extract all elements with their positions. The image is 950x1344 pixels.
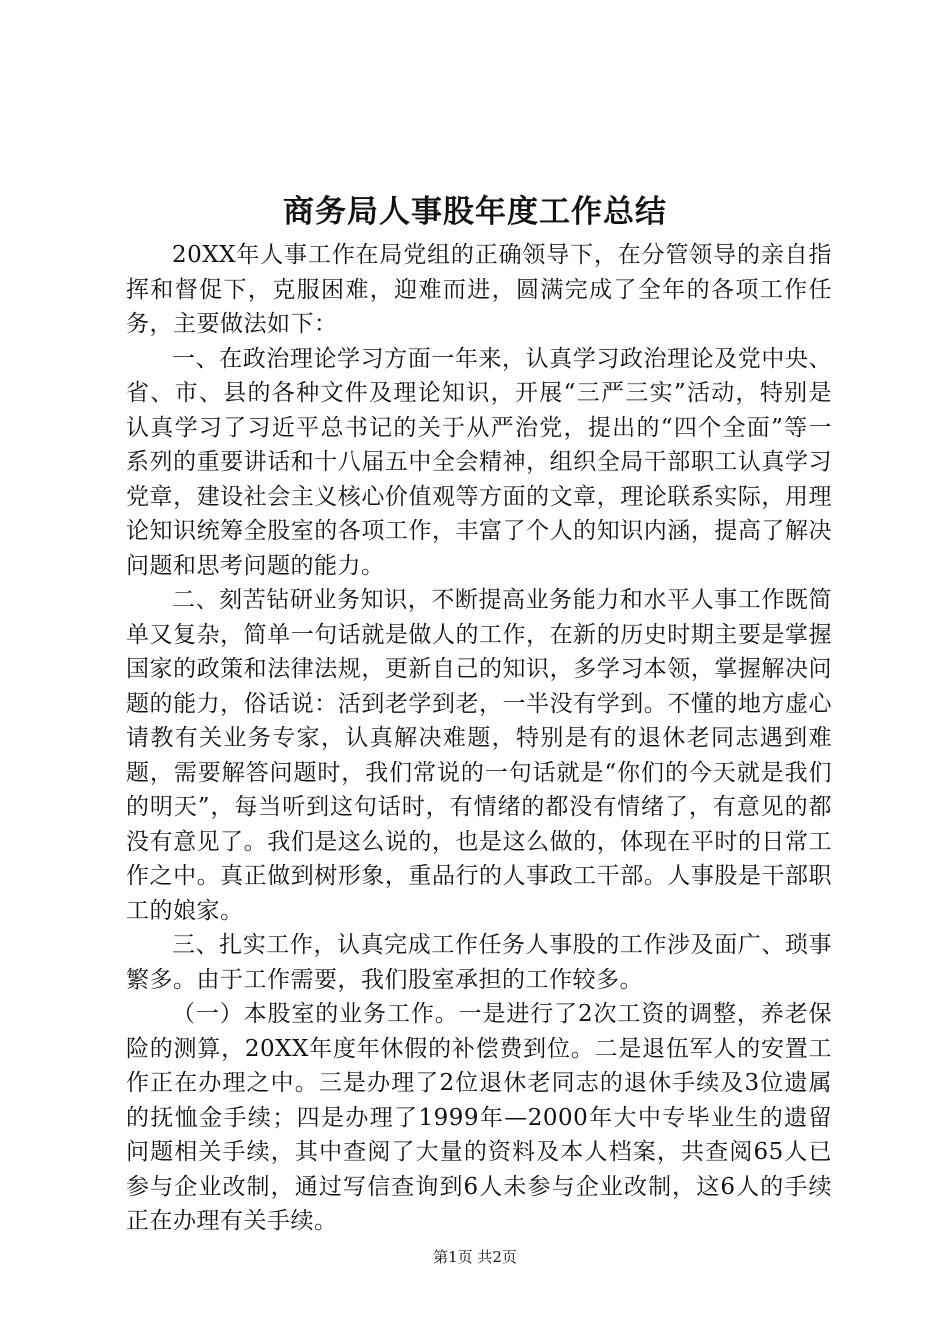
paragraph-intro: 20XX年人事工作在局党组的正确领导下，在分管领导的亲自指挥和督促下，克服困难，迎难而进，圆满完成了全年的各项工作任务，主要做法如下： [126,242,832,337]
document-body [126,238,832,1239]
paragraph-work-tasks: 三、扎实工作，认真完成工作任务人事股的工作涉及面广、琐事繁多。由于工作需要，我们股室承担的工作较多。 [126,932,832,993]
page-number-footer: 第1页 共2页 [433,1248,517,1266]
paragraph-department-work: （一）本股室的业务工作。一是进行了2次工资的调整，养老保险的测算，20XX年度年休假的补偿费到位。二是退伍军人的安置工作正在办理之中。三是办理了2位退休老同志的退休手续及3位遗属的抚恤金手续；四是办理了1999年—2000年大中专毕业生的遗留问题相关手续，其中查阅了大量的资料及本人档案，共查阅65人已参与企业改制，通过写信查询到6人未参与企业改制，这6人的手续正在办理有关手续。 [126,1001,832,1234]
paragraph-political-study: 一、在政治理论学习方面一年来，认真学习政治理论及党中央、省、市、县的各种文件及理论知识，开展“三严三实”活动，特别是认真学习了习近平总书记的关于从严治党，提出的“四个全面”等一系列的重要讲话和十八届五中全会精神，组织全局干部职工认真学习党章，建设社会主义核心价值观等方面的文章，理论联系实际，用理论知识统筹全股室的各项工作，丰富了个人的知识内涵，提高了解决问题和思考问题的能力。 [126,345,832,579]
document-title: 商务局人事股年度工作总结 [283,194,667,230]
paragraph-business-knowledge: 二、刻苦钻研业务知识，不断提高业务能力和水平人事工作既简单又复杂，简单一句话就是做人的工作，在新的历史时期主要是掌握国家的政策和法律法规，更新自己的知识，多学习本领，掌握解决问题的能力，俗话说：活到老学到老，一半没有学到。不懂的地方虚心请教有关业务专家，认真解决难题，特别是有的退休老同志遇到难题，需要解答问题时，我们常说的一句话就是“你们的今天就是我们的明天”，每当听到这句话时，有情绪的都没有情绪了，有意见的都没有意见了。我们是这么说的，也是这么做的，体现在平时的日常工作之中。真正做到树形象，重品行的人事政工干部。人事股是干部职工的娘家。 [126,587,832,924]
